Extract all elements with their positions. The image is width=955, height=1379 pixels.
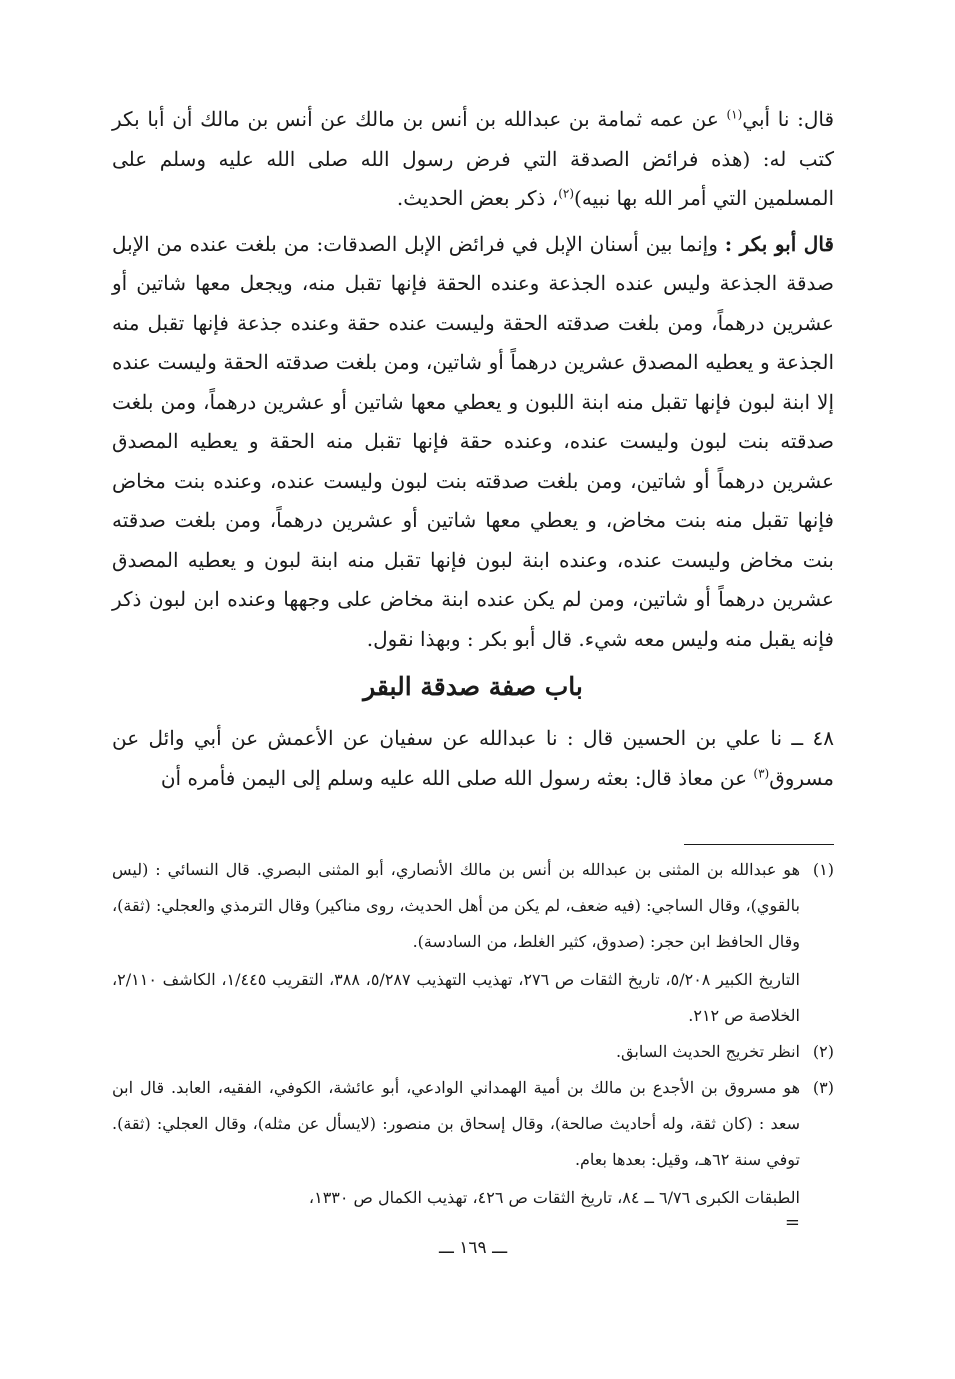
p1-text-c: ، ذكر بعض الحديث. (396, 186, 559, 210)
footnote-1 (112, 852, 834, 1034)
p2-body: وإنما بين أسنان الإبل في فرائض الإبل الصدقات: من بلغت عنده من الإبل صدقة الجذعة وليس عنده الجذعة وعنده الحقة فإنها تقبل منه، ويجعل معها شاتين أو عشرين درهماً، ومن بلغت صدقته الحقة وليست عنده حقة وعنده جذعة فإنها تقبل منه الجذعة و يعطيه المصدق عشرين درهماً أو شاتين، ومن بلغت صدقته الحقة وليست عنده إلا ابنة لبون فإنها تقبل منه ابنة اللبون و يعطي معها شاتين أو عشرين درهماً، ومن بلغت صدقته بنت لبون وليست عنده، وعنده حقة فإنها تقبل منه الحقة و يعطيه المصدق عشرين درهماً أو شاتين، ومن بلغت صدقته بنت لبون وليست عنده، وعنده بنت مخاض فإنها تقبل منه بنت مخاض، و يعطي معها شاتين أو عشرين درهماً، ومن بلغت صدقته بنت مخاض وليست عنده، وعنده ابنة لبون فإنها تقبل منه ابنة لبون و يعطيه المصدق عشرين درهماً أو شاتين، ومن لم يكن عنده ابنة مخاض على وجهها وعنده ابن لبون ذكر فإنه يقبل منه وليس معه شيء. قال أبو بكر : وبهذا نقول. (112, 231, 834, 651)
footnote-ref-3: (٣) (753, 765, 770, 780)
page-number: ـــ ١٦٩ ـــ (438, 1238, 508, 1258)
footnote-text: هو عبدالله بن المثنى بن عبدالله بن أنس بن مالك الأنصاري، أبو المثنى البصري. قال النسائي : (ليس بالقوي)، وقال الساجي: (فيه ضعف، لم يكن من أهل الحديث، روى مناكير) وقال الترمذي والعجلي: (ثقة)، وقال الحافظ ابن حجر: (صدوق، كثير الغلط، من السادسة). (112, 860, 801, 951)
hadith-48-text-b: عن معاذ قال: بعثه رسول الله صلى الله عليه وسلم إلى اليمن فأمره أن (160, 765, 754, 790)
paragraph-1 (112, 100, 834, 219)
hadith-48 (112, 719, 834, 798)
p1-text-b: عن عمه ثمامة بن عبدالله بن أنس بن مالك عن أنس بن مالك أن أبا بكر كتب له: (هذه فرائض الصدقة التي فرض رسول الله صلى الله عليه وسلم على المسلمين التي أمر الله بها نبيه) (112, 107, 834, 210)
p2-lead: قال أبو بكر : (724, 231, 834, 256)
hadith-48-text-a: ٤٨ ــ نا علي بن الحسين قال : نا عبدالله عن سفيان عن الأعمش عن أبي وائل عن مسروق (112, 726, 834, 790)
footnote-number: (١) (812, 860, 834, 879)
footnote-separator (684, 844, 834, 845)
footnote-3 (112, 1070, 834, 1232)
page (112, 100, 834, 1340)
paragraph-2 (112, 225, 834, 660)
footnote-number: (٢) (812, 1042, 834, 1061)
footnote-ref-1: (١) (726, 107, 743, 122)
footnotes (112, 852, 834, 1232)
footnote-number: (٣) (812, 1078, 834, 1097)
chapter-heading: باب صفة صدقة البقر (363, 672, 583, 701)
footnote-sources: الطبقات الكبرى ٦/٧٦ ــ ٨٤، تاريخ الثقات ص ٤٢٦، تهذيب الكمال ص ١٣٣٠، (308, 1188, 800, 1207)
continuation-mark: = (784, 1212, 800, 1233)
p1-text-a: قال: نا أبي (742, 107, 835, 131)
footnote-text: هو مسروق بن الأجدع بن مالك بن أمية الهمداني الوادعي، أبو عائشة، الكوفي، الفقيه، العابد. قال ابن سعد : (كان ثقة، وله أحاديث صالحة)، وقال إسحاق بن منصور: (لايسأل عن مثله)، وقال العجلي: (ثقة). توفي سنة ٦٢هـ، وقيل: بعدها بعام. (112, 1078, 800, 1169)
footnote-2 (112, 1034, 834, 1070)
footnote-ref-2: (٢) (558, 186, 575, 201)
footnote-sources: التاريخ الكبير ٥/٢٠٨، تاريخ الثقات ص ٢٧٦، تهذيب التهذيب ٥/٢٨٧، ٣٨٨، التقريب ١/٤٤٥، الكاشف ٢/١١٠، الخلاصة ص ٢١٢. (112, 970, 800, 1025)
footnote-text: انظر تخريج الحديث السابق. (615, 1042, 800, 1061)
